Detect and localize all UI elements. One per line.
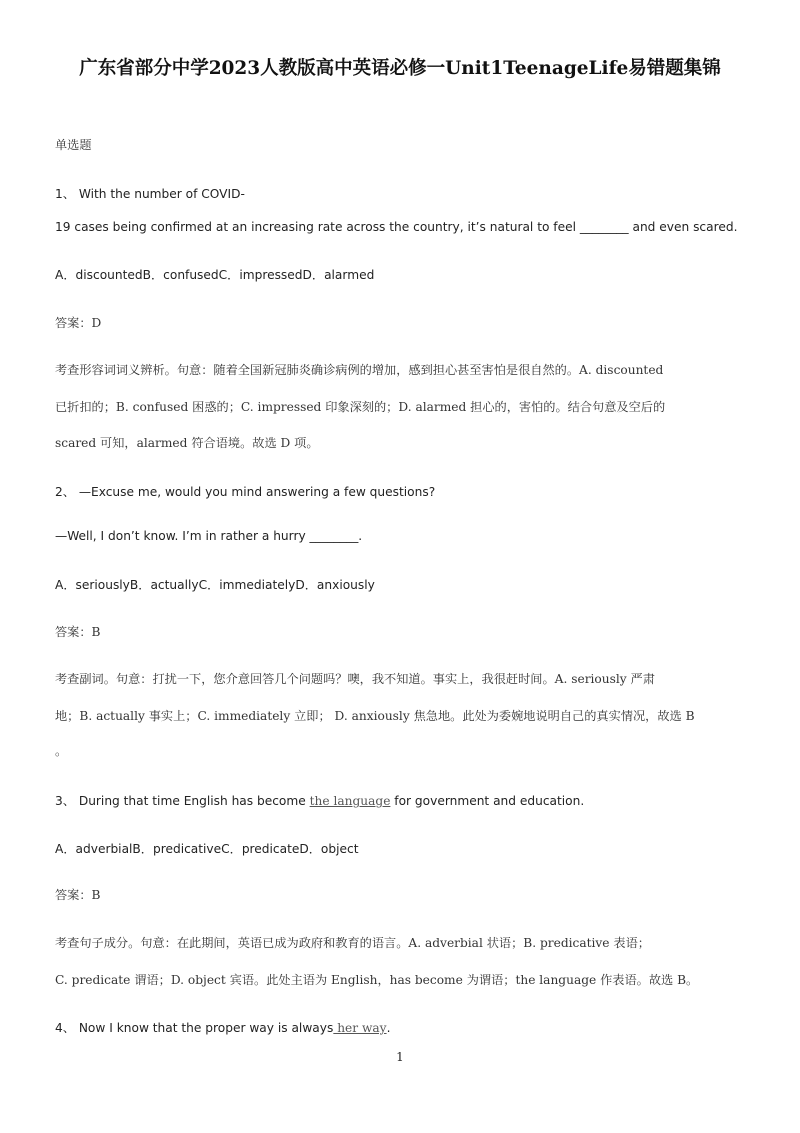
question-2-stem-line-2: —Well, I don’t know. I’m in rather a hurry ________.: [55, 529, 363, 543]
question-3-stem-start: 3、 During that time English has become: [55, 794, 310, 808]
question-4-stem-end: .: [386, 1021, 391, 1035]
question-2-options: A．seriouslyB．actuallyC．immediatelyD．anxiously: [55, 578, 375, 592]
question-3-answer: 答案：B: [55, 888, 101, 902]
question-3-explanation-line-1: 考查句子成分。句意：在此期间，英语已成为政府和教育的语言。A. adverbial 状语；B. predicative 表语；: [55, 936, 650, 950]
question-1-explanation-line-1: 考查形容词词义辨析。句意：随着全国新冠肺炎确诊病例的增加，感到担心甚至害怕是很自然的。A. discounted: [55, 363, 664, 377]
question-2-stem-line-1: 2、 —Excuse me, would you mind answering a few questions?: [55, 485, 436, 499]
question-4-stem-start: 4、 Now I know that the proper way is always: [55, 1021, 334, 1035]
section-heading: 单选题: [55, 138, 92, 152]
question-1-options: A．discountedB．confusedC．impressedD．alarmed: [55, 268, 375, 282]
question-1-stem-line-2: 19 cases being confirmed at an increasing rate across the country, it’s natural to feel ________ and even scared.: [55, 220, 738, 234]
question-2-explanation-line-2: 地；B. actually 事实上；C. immediately 立即； D. anxiously 焦急地。此处为委婉地说明自己的真实情况，故选 B: [55, 709, 695, 723]
question-2-explanation-line-1: 考查副词。句意：打扰一下，您介意回答几个问题吗？噢，我不知道。事实上，我很赶时间。A. seriously 严肃: [55, 672, 655, 686]
question-3-options: A．adverbialB．predicativeC．predicateD．object: [55, 842, 359, 856]
question-1-answer: 答案：D: [55, 316, 102, 330]
question-1-explanation-line-3: scared 可知，alarmed 符合语境。故选 D 项。: [55, 436, 319, 450]
question-3-underlined-phrase: the language: [309, 794, 391, 808]
page-title: 广东省部分中学2023人教版高中英语必修一Unit1TeenageLife易错题集锦: [79, 58, 721, 79]
question-3-stem-end: for government and education.: [390, 794, 585, 808]
question-1-explanation-line-2: 已折扣的；B. confused 困惑的；C. impressed 印象深刻的；D. alarmed 担心的，害怕的。结合句意及空后的: [55, 400, 666, 414]
page-number: 1: [396, 1050, 404, 1064]
question-2-answer: 答案：B: [55, 625, 101, 639]
question-4-underlined-phrase: her way: [333, 1021, 387, 1035]
question-2-explanation-line-3: 。: [55, 744, 68, 758]
question-3-explanation-line-2: C. predicate 谓语；D. object 宾语。此处主语为 English，has become 为谓语；the language 作表语。故选 B。: [55, 973, 699, 987]
question-4-stem: [55, 1019, 390, 1036]
question-3-stem: [55, 792, 584, 809]
question-1-stem-line-1: 1、 With the number of COVID-: [55, 187, 245, 201]
